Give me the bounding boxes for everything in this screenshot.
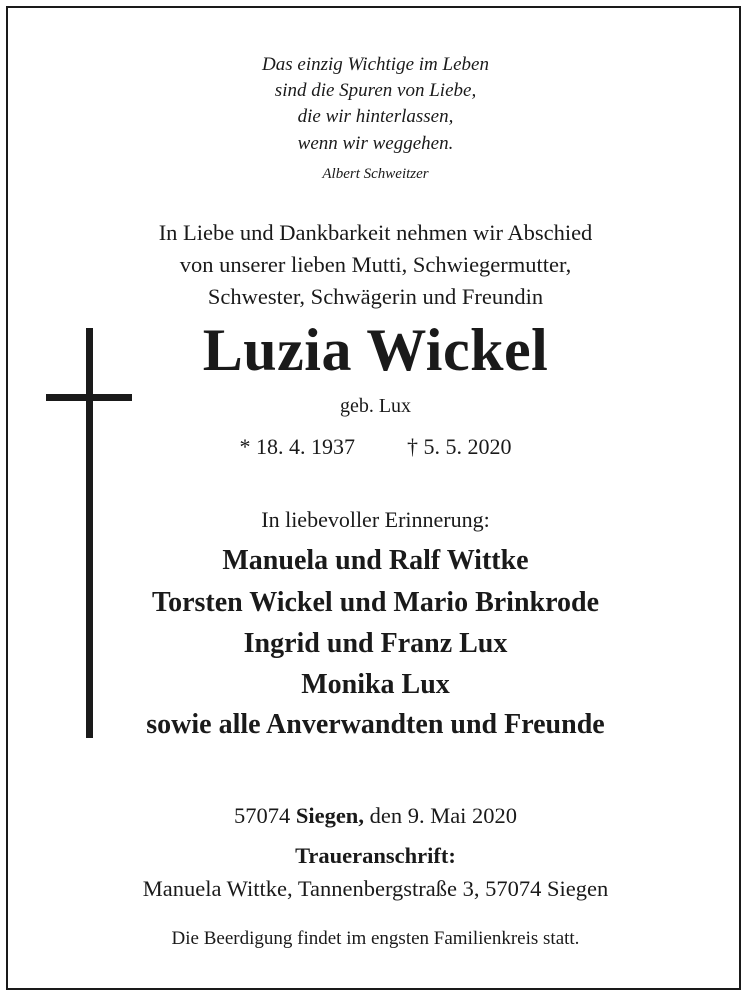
quote-line-2: sind die Spuren von Liebe, xyxy=(274,80,477,101)
quote-line-3: die wir hinterlassen, xyxy=(297,106,454,127)
quote-author: Albert Schweitzer xyxy=(322,166,429,182)
mourner-line: Manuela und Ralf Wittke xyxy=(222,545,529,576)
intro-line-2: von unserer lieben Mutti, Schwiegermutter, xyxy=(179,252,572,277)
intro-line-1: In Liebe und Dankbarkeit nehmen wir Abschied xyxy=(158,220,593,245)
birth-date: * 18. 4. 1937 xyxy=(239,434,355,459)
mourner-line: sowie alle Anverwandten und Freunde xyxy=(146,709,605,740)
birth-name: geb. Lux xyxy=(339,395,412,417)
intro-line-3: Schwester, Schwägerin und Freundin xyxy=(207,284,544,309)
funeral-note: Die Beerdigung findet im engsten Familienkreis statt. xyxy=(171,928,580,949)
mourner-line: Monika Lux xyxy=(301,669,450,700)
date: den 9. Mai 2020 xyxy=(369,803,518,828)
mourners-heading: In liebevoller Erinnerung: xyxy=(261,507,490,532)
mourner-line: Torsten Wickel und Mario Brinkrode xyxy=(151,587,600,618)
death-date: † 5. 5. 2020 xyxy=(407,434,512,459)
postcode: 57074 xyxy=(233,803,291,828)
city: Siegen, xyxy=(295,803,364,828)
address: Manuela Wittke, Tannenbergstraße 3, 57074 Siegen xyxy=(142,876,609,901)
quote-line-4: wenn wir weggehen. xyxy=(297,133,454,154)
place-date-line xyxy=(0,803,751,829)
quote-line-1: Das einzig Wichtige im Leben xyxy=(262,54,489,75)
life-dates xyxy=(0,434,751,460)
deceased-name: Luzia Wickel xyxy=(202,317,549,383)
address-title: Traueranschrift: xyxy=(295,843,456,868)
mourner-line: Ingrid und Franz Lux xyxy=(243,628,508,659)
